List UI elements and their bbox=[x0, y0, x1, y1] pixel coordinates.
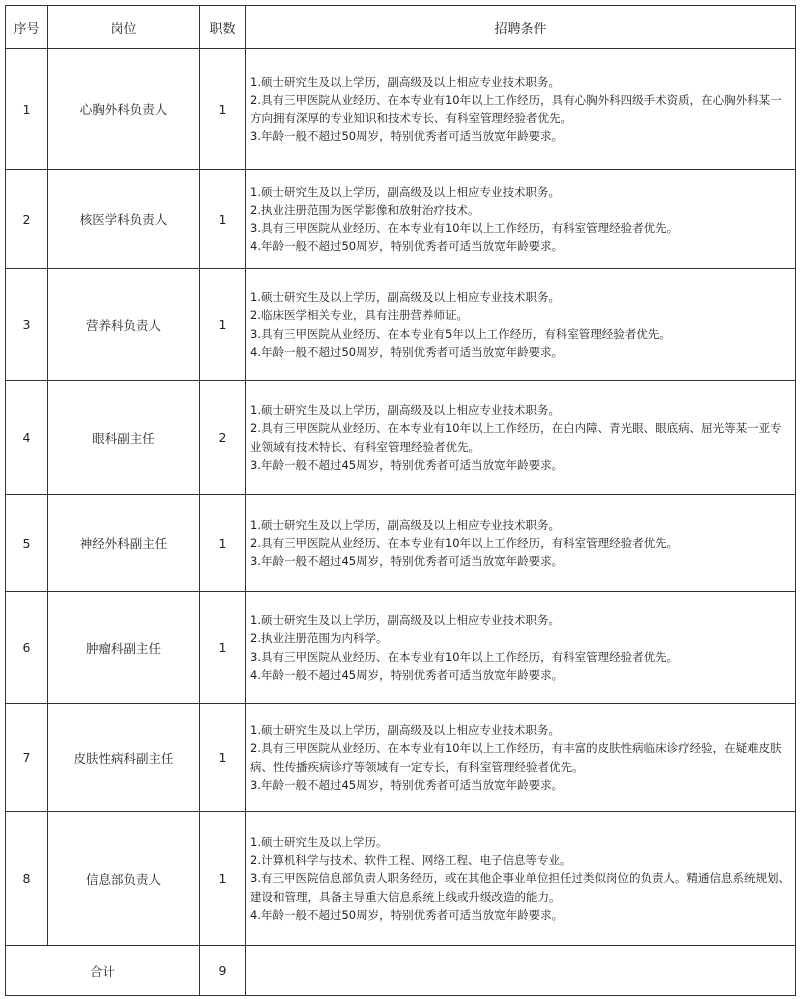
header-row bbox=[6, 6, 796, 49]
condition-item: 3.具有三甲医院从业经历、在本专业有10年以上工作经历，有科室管理经验者优先。 bbox=[250, 221, 679, 235]
condition-item: 2.具有三甲医院从业经历、在本专业有10年以上工作经历，有丰富的皮肤性病临床诊疗经验，在疑难皮肤病、性传播疾病诊疗等领域有一定专长，有科室管理经验者优先。 bbox=[250, 741, 782, 774]
table-row bbox=[6, 495, 796, 592]
condition-item: 1.硕士研究生及以上学历，副高级及以上相应专业技术职务。 bbox=[250, 403, 560, 418]
row-conditions bbox=[246, 495, 796, 592]
condition-item: 1.硕士研究生及以上学历，副高级及以上相应专业技术职务。 bbox=[250, 723, 560, 738]
condition-item: 4.年龄一般不超过45周岁，特别优秀者可适当放宽年龄要求。 bbox=[250, 667, 564, 682]
table-row bbox=[6, 812, 796, 946]
row-position: 心胸外科负责人 bbox=[48, 49, 200, 170]
total-count: 9 bbox=[200, 946, 246, 996]
condition-item: 2.计算机科学与技术、软件工程、网络工程、电子信息等专业。 bbox=[250, 853, 572, 868]
row-no: 7 bbox=[6, 704, 48, 812]
condition-item: 1.硕士研究生及以上学历，副高级及以上相应专业技术职务。 bbox=[250, 74, 560, 89]
row-conditions bbox=[246, 269, 796, 381]
condition-item: 1.硕士研究生及以上学历。 bbox=[250, 834, 388, 849]
row-position: 神经外科副主任 bbox=[48, 495, 200, 592]
row-count: 1 bbox=[200, 812, 246, 946]
row-position: 皮肤性病科副主任 bbox=[48, 704, 200, 812]
condition-item: 2.具有三甲医院从业经历、在本专业有10年以上工作经历，具有心胸外科四级手术资质，在心胸外科某一方向拥有深厚的专业知识和技术专长、有科室管理经验者优先。 bbox=[250, 92, 782, 125]
header-no: 序号 bbox=[6, 6, 48, 49]
row-conditions bbox=[246, 592, 796, 704]
row-position: 核医学科负责人 bbox=[48, 170, 200, 269]
row-count: 1 bbox=[200, 592, 246, 704]
row-no: 6 bbox=[6, 592, 48, 704]
total-empty-cell bbox=[246, 946, 796, 996]
total-label: 合计 bbox=[6, 946, 200, 996]
condition-item: 4.年龄一般不超过50周岁，特别优秀者可适当放宽年龄要求。 bbox=[250, 907, 564, 922]
table-row bbox=[6, 704, 796, 812]
row-position: 信息部负责人 bbox=[48, 812, 200, 946]
condition-item: 4.年龄一般不超过50周岁，特别优秀者可适当放宽年龄要求。 bbox=[250, 344, 564, 359]
row-count: 2 bbox=[200, 381, 246, 495]
condition-item: 3.年龄一般不超过50周岁，特别优秀者可适当放宽年龄要求。 bbox=[250, 129, 564, 144]
row-no: 2 bbox=[6, 170, 48, 269]
row-conditions bbox=[246, 49, 796, 170]
recruitment-table bbox=[5, 5, 796, 996]
row-conditions bbox=[246, 381, 796, 495]
row-no: 1 bbox=[6, 49, 48, 170]
condition-item: 3.年龄一般不超过45周岁，特别优秀者可适当放宽年龄要求。 bbox=[250, 777, 564, 792]
row-conditions bbox=[246, 170, 796, 269]
row-no: 4 bbox=[6, 381, 48, 495]
table-row bbox=[6, 49, 796, 170]
total-row bbox=[6, 946, 796, 996]
row-conditions bbox=[246, 704, 796, 812]
condition-item: 2.执业注册范围为医学影像和放射治疗技术。 bbox=[250, 202, 480, 217]
row-position: 眼科副主任 bbox=[48, 381, 200, 495]
row-count: 1 bbox=[200, 269, 246, 381]
condition-item: 3.具有三甲医院从业经历、在本专业有10年以上工作经历，有科室管理经验者优先。 bbox=[250, 649, 679, 664]
row-count: 1 bbox=[200, 170, 246, 269]
condition-item: 2.具有三甲医院从业经历、在本专业有10年以上工作经历，有科室管理经验者优先。 bbox=[250, 535, 679, 550]
condition-item: 1.硕士研究生及以上学历，副高级及以上相应专业技术职务。 bbox=[250, 517, 560, 532]
table-row bbox=[6, 170, 796, 269]
table-row bbox=[6, 269, 796, 381]
row-no: 5 bbox=[6, 495, 48, 592]
row-position: 营养科负责人 bbox=[48, 269, 200, 381]
condition-item: 2.临床医学相关专业，具有注册营养师证。 bbox=[250, 308, 468, 323]
header-count: 职数 bbox=[200, 6, 246, 49]
table-row bbox=[6, 381, 796, 495]
header-position: 岗位 bbox=[48, 6, 200, 49]
condition-item: 3.年龄一般不超过45周岁，特别优秀者可适当放宽年龄要求。 bbox=[250, 554, 564, 569]
header-conditions: 招聘条件 bbox=[246, 6, 796, 49]
row-count: 1 bbox=[200, 704, 246, 812]
condition-item: 1.硕士研究生及以上学历，副高级及以上相应专业技术职务。 bbox=[250, 290, 560, 305]
condition-item: 3.具有三甲医院从业经历、在本专业有5年以上工作经历，有科室管理经验者优先。 bbox=[250, 326, 671, 341]
condition-item: 2.执业注册范围为内科学。 bbox=[250, 631, 388, 646]
row-count: 1 bbox=[200, 49, 246, 170]
condition-item: 3.有三甲医院信息部负责人职务经历，或在其他企事业单位担任过类似岗位的负责人。精通信息系统规划、建设和管理，具备主导重大信息系统上线或升级改造的能力。 bbox=[250, 871, 790, 904]
condition-item: 4.年龄一般不超过50周岁，特别优秀者可适当放宽年龄要求。 bbox=[250, 239, 564, 254]
condition-item: 1.硕士研究生及以上学历，副高级及以上相应专业技术职务。 bbox=[250, 184, 560, 199]
row-no: 3 bbox=[6, 269, 48, 381]
row-count: 1 bbox=[200, 495, 246, 592]
condition-item: 2.具有三甲医院从业经历、在本专业有10年以上工作经历，在白内障、青光眼、眼底病、屈光等某一亚专业领域有技术特长、有科室管理经验者优先。 bbox=[250, 421, 782, 454]
table-row bbox=[6, 592, 796, 704]
row-position: 肿瘤科副主任 bbox=[48, 592, 200, 704]
row-conditions bbox=[246, 812, 796, 946]
condition-item: 3.年龄一般不超过45周岁，特别优秀者可适当放宽年龄要求。 bbox=[250, 457, 564, 472]
row-no: 8 bbox=[6, 812, 48, 946]
condition-item: 1.硕士研究生及以上学历，副高级及以上相应专业技术职务。 bbox=[250, 613, 560, 628]
